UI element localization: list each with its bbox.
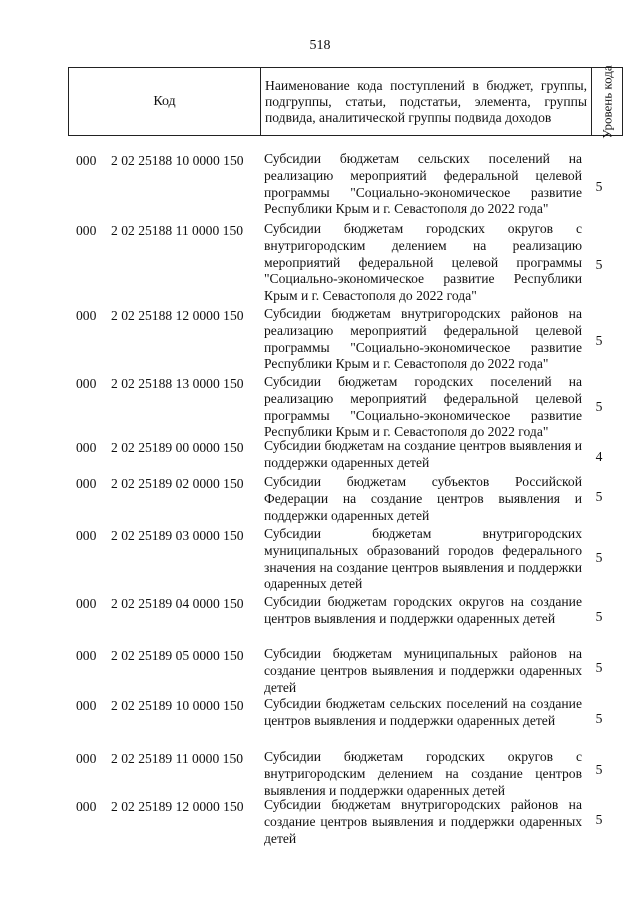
table-row [0,526,640,594]
code-level: 5 [595,179,603,194]
income-code: 2 02 25189 00 0000 150 [111,440,244,455]
admin-code: 000 [76,308,97,323]
income-code: 2 02 25189 10 0000 150 [111,698,244,713]
income-name: Субсидии бюджетам на создание центров выявления и поддержки одаренных детей [264,438,582,470]
table-row [0,594,640,646]
table-row [0,749,640,797]
income-name: Субсидии бюджетам городских поселений на реализацию мероприятий федеральной целевой программы "Социально-экономическое развитие Республики Крым и г. Севастополя до 2022 года" [264,374,582,440]
code-level: 5 [595,257,603,272]
income-code: 2 02 25188 11 0000 150 [111,223,244,238]
admin-code: 000 [76,799,97,814]
header-level-label: Уровень кода [599,64,615,139]
income-code: 2 02 25188 10 0000 150 [111,153,244,168]
income-name: Субсидии бюджетам городских округов на создание центров выявления и поддержки одаренных детей [264,594,582,626]
income-code: 2 02 25189 03 0000 150 [111,528,244,543]
table-row [0,797,640,853]
code-level: 5 [595,489,603,504]
header-name-cell: Наименование кода поступлений в бюджет, группы, подгруппы, статьи, подстатьи, элемента, группы подвида, аналитической группы подвида доходов [261,68,592,136]
code-level: 5 [595,762,603,777]
header-code-cell: Код [69,68,261,136]
income-name: Субсидии бюджетам сельских поселений на создание центров выявления и поддержки одаренных детей [264,696,582,728]
admin-code: 000 [76,223,97,238]
income-name: Субсидии бюджетам сельских поселений на реализацию мероприятий федеральной целевой программы "Социально-экономическое развитие Республики Крым и г. Севастополя до 2022 года" [264,151,582,217]
table-header [68,64,623,139]
header-level-cell [592,64,623,139]
income-name: Субсидии бюджетам городских округов с внутригородским делением на создание центров выявления и поддержки одаренных детей [264,749,582,798]
table-row [0,646,640,696]
code-level: 5 [595,609,603,624]
code-level: 5 [595,711,603,726]
page-number: 518 [309,38,331,53]
admin-code: 000 [76,751,97,766]
income-code: 2 02 25188 13 0000 150 [111,376,244,391]
admin-code: 000 [76,648,97,663]
income-code: 2 02 25188 12 0000 150 [111,308,244,323]
admin-code: 000 [76,153,97,168]
table-row [0,151,640,221]
income-code: 2 02 25189 05 0000 150 [111,648,244,663]
code-level: 5 [595,550,603,565]
income-name: Субсидии бюджетам муниципальных районов на создание центров выявления и поддержки одаренных детей [264,646,582,695]
income-name: Субсидии бюджетам внутригородских районов на реализацию мероприятий федеральной целевой программы "Социально-экономическое развитие Республики Крым и г. Севастополя до 2022 года" [264,306,582,372]
table-row [0,438,640,474]
admin-code: 000 [76,476,97,491]
code-level: 5 [595,660,603,675]
table-row [0,306,640,374]
admin-code: 000 [76,698,97,713]
admin-code: 000 [76,596,97,611]
table-row [0,374,640,438]
income-code: 2 02 25189 04 0000 150 [111,596,244,611]
code-level: 5 [595,812,603,827]
code-level: 5 [595,399,603,414]
table-row [0,696,640,749]
table-row [0,221,640,306]
income-name: Субсидии бюджетам внутригородских районов на создание центров выявления и поддержки одаренных детей [264,797,582,846]
table-row [0,474,640,526]
admin-code: 000 [76,376,97,391]
income-code: 2 02 25189 12 0000 150 [111,799,244,814]
income-name: Субсидии бюджетам внутригородских муниципальных образований городов федерального значения на создание центров выявления и поддержки одаренных детей [264,526,582,592]
admin-code: 000 [76,440,97,455]
admin-code: 000 [76,528,97,543]
income-code: 2 02 25189 02 0000 150 [111,476,244,491]
income-name: Субсидии бюджетам субъектов Российской Федерации на создание центров выявления и поддержки одаренных детей [264,474,582,523]
income-code: 2 02 25189 11 0000 150 [111,751,244,766]
table-body [0,151,640,853]
income-name: Субсидии бюджетам городских округов с внутригородским делением на реализацию мероприятий федеральной целевой программы "Социально-экономическое развитие Республики Крым и г. Севастополя до 2022 года" [264,221,582,304]
code-level: 5 [595,333,603,348]
code-level: 4 [595,449,603,464]
